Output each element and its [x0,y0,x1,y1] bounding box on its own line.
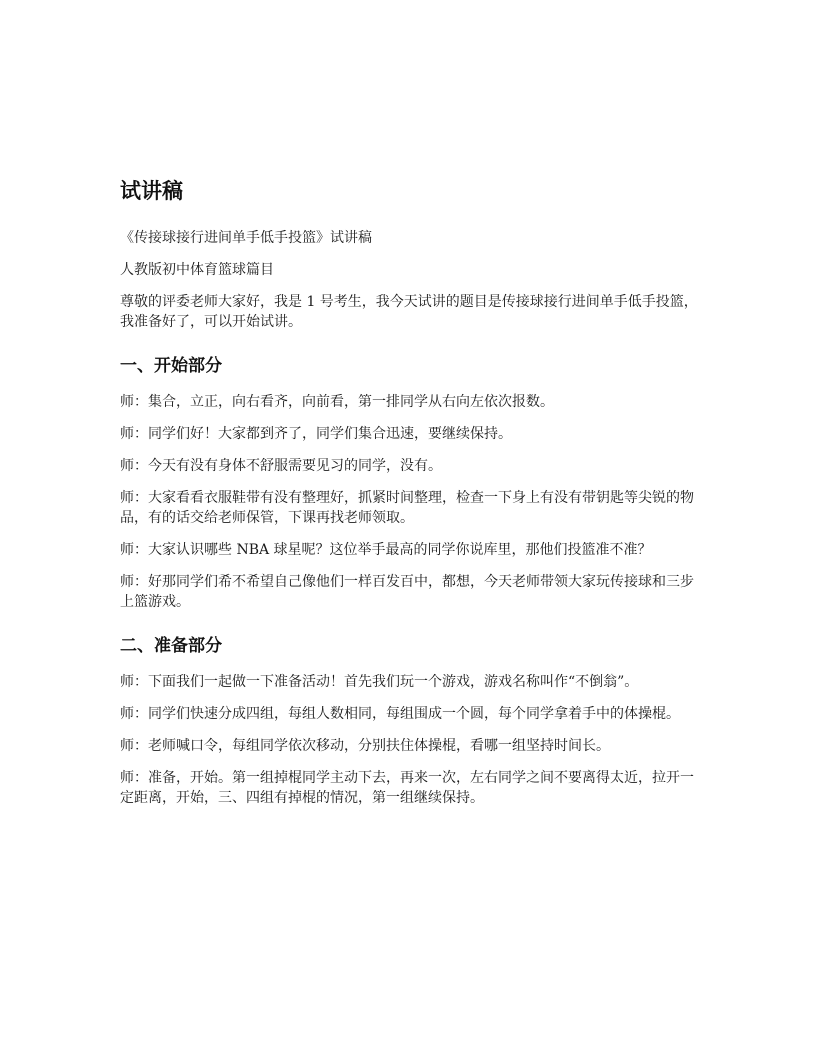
paragraph: 师：好那同学们希不希望自己像他们一样百发百中，都想，今天老师带领大家玩传接球和三步上篮游戏。 [120,574,694,610]
paragraph: 师：老师喊口令，每组同学依次移动，分别扶住体操棍，看哪一组坚持时间长。 [120,738,610,754]
paragraph: 师：今天有没有身体不舒服需要见习的同学，没有。 [120,458,442,474]
document-title: 试讲稿 [120,179,183,203]
section-heading-start: 一、开始部分 [120,356,222,376]
opening-greeting-paragraph: 尊敬的评委老师大家好，我是 1 号考生，我今天试讲的题目是传接球接行进间单手低手投篮，我准备好了，可以开始试讲。 [120,294,698,330]
lesson-title-line: 《传接球接行进间单手低手投篮》试讲稿 [120,230,372,246]
paragraph: 师：大家认识哪些 NBA 球星呢？这位举手最高的同学你说库里，那他们投篮准不准？ [120,542,652,558]
document-page [120,176,700,820]
paragraph: 师：准备，开始。第一组掉棍同学主动下去，再来一次，左右同学之间不要离得太近，拉开一定距离，开始，三、四组有掉棍的情况，第一组继续保持。 [120,770,694,806]
paragraph: 师：下面我们一起做一下准备活动！首先我们玩一个游戏，游戏名称叫作“不倒翁”。 [120,674,639,690]
paragraph: 师：大家看看衣服鞋带有没有整理好，抓紧时间整理，检查一下身上有没有带钥匙等尖锐的物品，有的话交给老师保管，下课再找老师领取。 [120,490,694,526]
section-heading-prepare: 二、准备部分 [120,636,222,656]
paragraph: 师：同学们好！大家都到齐了，同学们集合迅速，要继续保持。 [120,426,512,442]
textbook-source-line: 人教版初中体育篮球篇目 [120,262,274,278]
paragraph: 师：集合，立正，向右看齐，向前看，第一排同学从右向左依次报数。 [120,394,554,410]
paragraph: 师：同学们快速分成四组，每组人数相同，每组围成一个圆，每个同学拿着手中的体操棍。 [120,706,680,722]
